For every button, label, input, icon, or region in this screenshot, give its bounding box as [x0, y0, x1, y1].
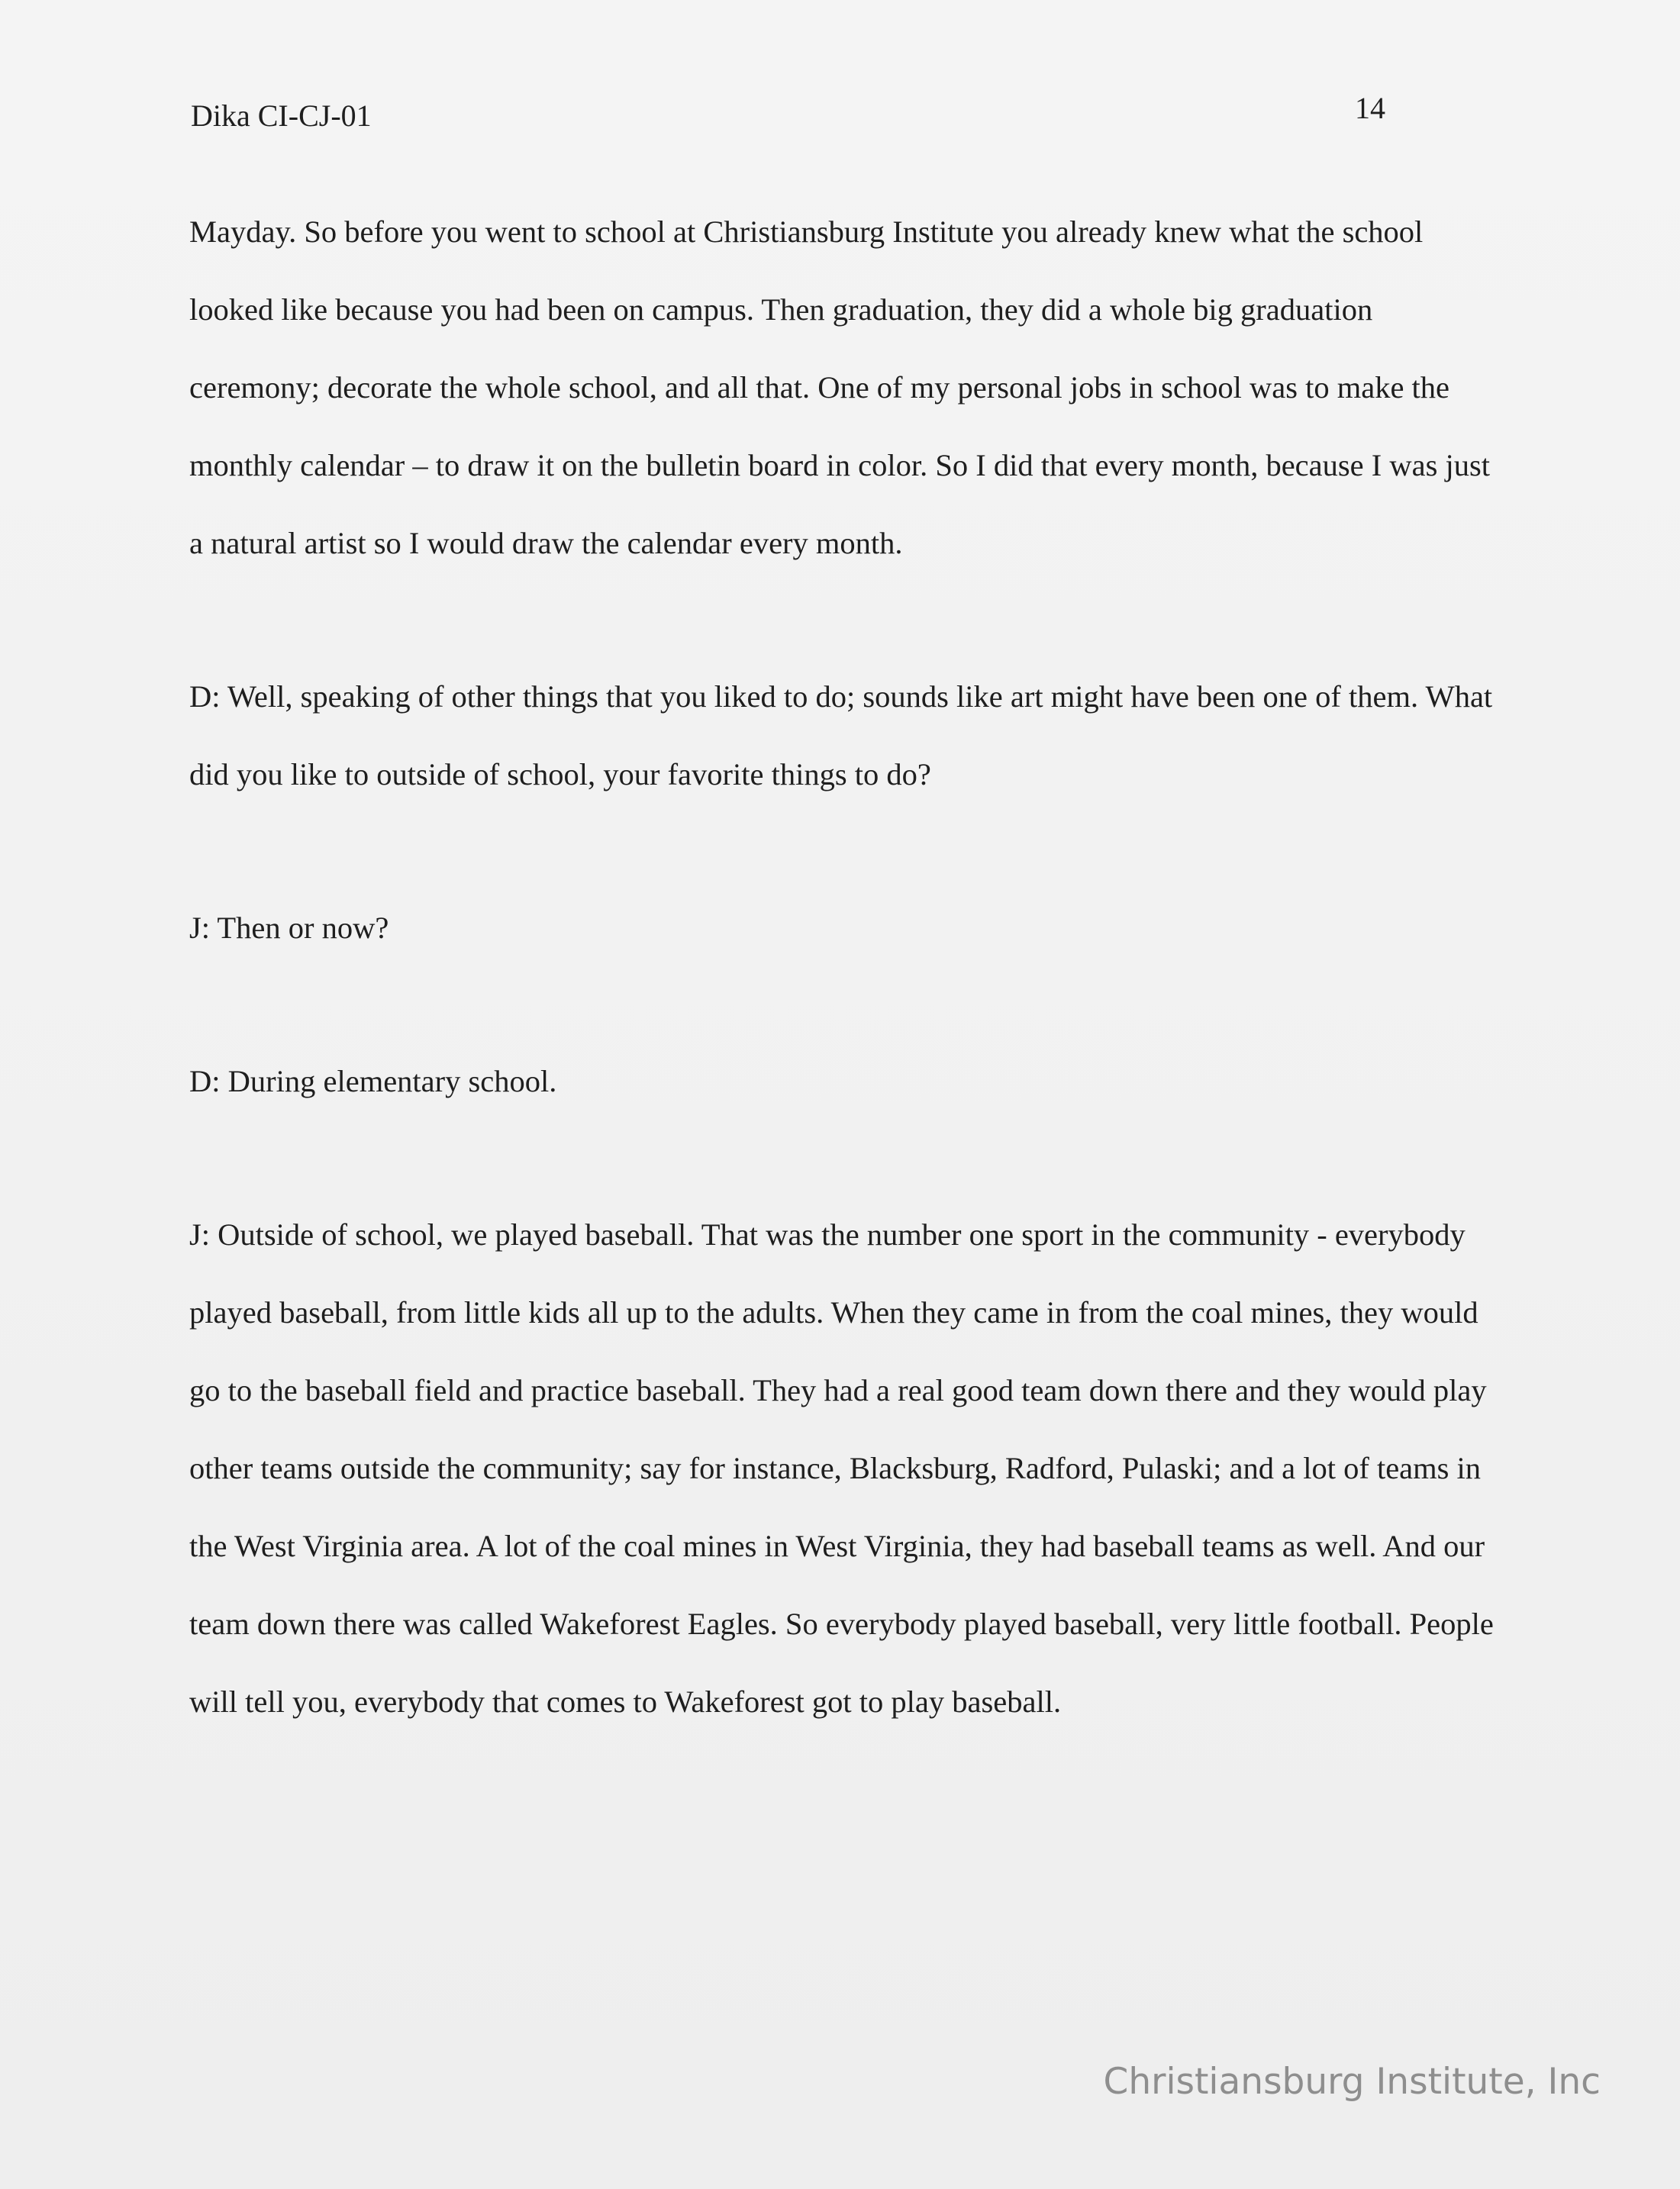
document-header-title: Dika CI-CJ-01: [191, 98, 372, 133]
paragraph-5: J: Outside of school, we played baseball. That was the number one sport in the community - everybody played baseball, from little kids all up to the adults. When they came in from the coal mines, they would go to the baseball field and practice baseball. They had a real good team down there and they would play other teams outside the community; say for instance, Blacksburg, Radford, Pulaski; and a lot of teams in the West Virginia area. A lot of the coal mines in West Virginia, they had baseball teams as well. And our team down there was called Wakeforest Eagles. So everybody played baseball, very little football. People will tell you, everybody that comes to Wakeforest got to play baseball.: [189, 1217, 1494, 1719]
paragraph-3: J: Then or now?: [189, 911, 389, 945]
page-number: 14: [1355, 91, 1385, 125]
watermark-text: Christiansburg Institute, Inc: [1103, 2061, 1601, 2103]
paragraph-4: D: During elementary school.: [189, 1064, 557, 1098]
paragraph-2: D: Well, speaking of other things that you liked to do; sounds like art might have been one of them. What did you like to outside of school, your favorite things to do?: [189, 679, 1493, 791]
paragraph-1: Mayday. So before you went to school at Christiansburg Institute you already knew what the school looked like because you had been on campus. Then graduation, they did a whole big graduation ceremony; decorate the whole school, and all that. One of my personal jobs in school was to make the monthly calendar – to draw it on the bulletin board in color. So I did that every month, because I was just a natural artist so I would draw the calendar every month.: [189, 214, 1490, 560]
transcript-body: [189, 193, 1510, 1741]
